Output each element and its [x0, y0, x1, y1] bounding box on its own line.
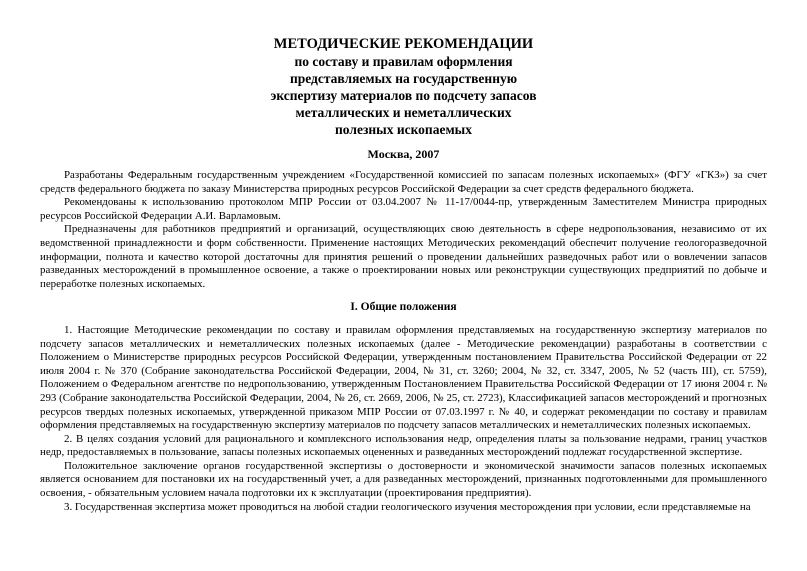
- section-paragraph: 2. В целях создания условий для рационального и комплексного использования недр, определения платы за пользование недрами, границ участков недр, предоставляемых в пользование, запасы полезных ископаемых оцененных и разведанных месторождений подлежат государственной экспертизе.: [40, 432, 767, 459]
- document-body: [40, 169, 767, 514]
- section-paragraph: 1. Настоящие Методические рекомендации по составу и правилам оформления представляемых на государственную экспертизу материалов по подсчету запасов металлических и неметаллических полезных ископаемых (далее - Методические рекомендации) разработаны в соответствии с Положением о Министерстве природных ресурсов Российской Федерации, утвержденным постановлением Правительства Российской Федерации от 22 июля 2004 г. № 370 (Собрание законодательства Российской Федерации, 2004, № 31, ст. 3260; 2004, № 32, ст. 3347, 2005, № 52 (часть III), ст. 5759), Положением о Федеральном агентстве по недропользованию, утвержденным Постановлением Правительства Российской Федерации от 17 июня 2004 г. № 293 (Собрание законодательства Российской Федерации, 2004, № 26, ст. 2669, 2006, № 25, ст. 2723), Классификацией запасов месторождений и прогнозных ресурсов твердых полезных ископаемых, утвержденной приказом МПР России от 07.03.1997 г. № 40, и содержат рекомендации по составу и правилам оформления представляемых на государственную экспертизу материалов по подсчету запасов металлических и неметаллических полезных ископаемых.: [40, 323, 767, 432]
- document-title: [40, 36, 767, 138]
- intro-paragraph: Предназначены для работников предприятий и организаций, осуществляющих свою деятельность в сфере недропользования, независимо от их ведомственной принадлежности и форм собственности. Применение настоящих Методических рекомендаций обеспечит получение геологоразведочной информации, полнота и качество которой достаточны для принятия решений о проведении дальнейших разведочных работ или о вовлечении запасов разведанных месторождений в промышленное освоение, а также о проектировании новых или реконструкции существующих предприятий по добыче и переработке полезных ископаемых.: [40, 223, 767, 290]
- intro-paragraph: Разработаны Федеральным государственным учреждением «Государственной комиссией по запасам полезных ископаемых» (ФГУ «ГКЗ») за счет средств федерального бюджета по заказу Министерства природных ресурсов Российской Федерации за счет средств федерального бюджета.: [40, 169, 767, 195]
- place-year: Москва, 2007: [367, 147, 440, 161]
- title-line: полезных ископаемых: [335, 122, 472, 137]
- section-heading: I. Общие положения: [350, 301, 457, 314]
- title-line: металлических и неметаллических: [295, 105, 512, 120]
- title-line: экспертизу материалов по подсчету запасов: [270, 88, 537, 103]
- title-line: МЕТОДИЧЕСКИЕ РЕКОМЕНДАЦИИ: [273, 36, 534, 52]
- title-line: по составу и правилам оформления: [294, 54, 513, 69]
- title-line: представляемых на государственную: [289, 71, 518, 86]
- intro-paragraph: Рекомендованы к использованию протоколом МПР России от 03.04.2007 № 11-17/0044-пр, утвержденным Заместителем Министра природных ресурсов Российской Федерации А.И. Варламовым.: [40, 196, 767, 222]
- section-paragraph: Положительное заключение органов государственной экспертизы о достоверности и экономической значимости запасов полезных ископаемых является основанием для постановки их на государственный учет, а для разведанных месторождений, признанных подготовленными для промышленного освоения, - обязательным условием начала подготовки их к эксплуатации (проектирования предприятия).: [40, 459, 767, 500]
- section-paragraph: 3. Государственная экспертиза может проводиться на любой стадии геологического изучения месторождения при условии, если представляемые на: [64, 500, 751, 513]
